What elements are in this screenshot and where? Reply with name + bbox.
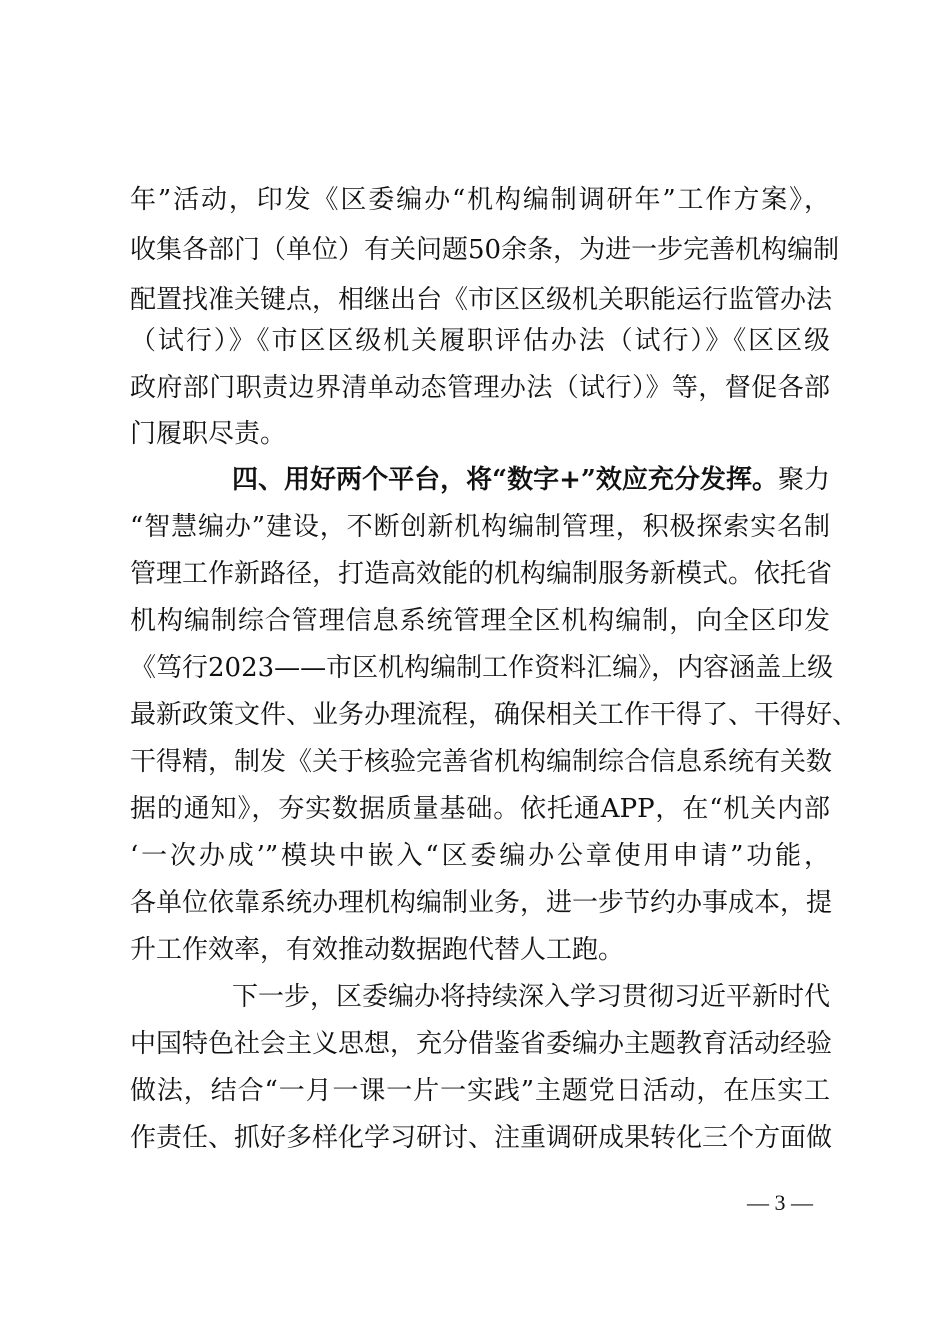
paragraph-line: 升工作效率，有效推动数据跑代替人工跑。 [130, 935, 625, 965]
paragraph-line: 作责任、抓好多样化学习研讨、注重调研成果转化三个方面做 [130, 1123, 833, 1153]
paragraph-line: 做法，结合“一月一课一片一实践”主题党日活动，在压实工 [130, 1076, 830, 1106]
paragraph-line: 年”活动，印发《区委编办“机构编制调研年”工作方案》， [130, 185, 830, 215]
paragraph-line: 管理工作新路径，打造高效能的机构编制服务新模式。依托省 [130, 559, 833, 589]
paragraph-line: （试行）》《市区区级机关履职评估办法（试行）》《区区级 [130, 326, 830, 356]
paragraph-line: “智慧编办”建设，不断创新机构编制管理，积极探索实名制 [130, 512, 830, 542]
paragraph-line: 机构编制综合管理信息系统管理全区机构编制，向全区印发 [130, 606, 830, 636]
paragraph-line: 中国特色社会主义思想，充分借鉴省委编办主题教育活动经验 [130, 1029, 833, 1059]
paragraph-line: 配置找准关键点，相继出台《市区区级机关职能运行监管办法 [130, 285, 833, 315]
paragraph-line: 门履职尽责。 [130, 419, 287, 449]
paragraph-line: 各单位依靠系统办理机构编制业务，进一步节约办事成本，提 [130, 888, 833, 918]
paragraph-line: 政府部门职责边界清单动态管理办法（试行）》等，督促各部 [130, 373, 830, 403]
page-number: — 3 — [747, 1190, 813, 1215]
paragraph-line: 据的通知》，夯实数据质量基础。依托通APP，在“机关内部 [130, 794, 830, 824]
section-heading: 四、用好两个平台，将“数字+”效应充分发挥。 [232, 465, 778, 495]
section-heading-line [232, 462, 830, 498]
paragraph-line: 下一步，区委编办将持续深入学习贯彻习近平新时代 [232, 982, 831, 1012]
paragraph-line: ‘一次办成’”模块中嵌入“区委编办公章使用申请”功能， [130, 841, 830, 871]
section-text-start: 聚力 [777, 465, 830, 495]
paragraph-line: 干得精，制发《关于核验完善省机构编制综合信息系统有关数 [130, 747, 833, 777]
paragraph-line: 《笃行2023——市区机构编制工作资料汇编》，内容涵盖上级 [130, 653, 834, 683]
paragraph-line: 收集各部门（单位）有关问题50余条，为进一步完善机构编制 [130, 235, 840, 265]
paragraph-line: 最新政策文件、业务办理流程，确保相关工作干得了、干得好、 [130, 700, 859, 730]
